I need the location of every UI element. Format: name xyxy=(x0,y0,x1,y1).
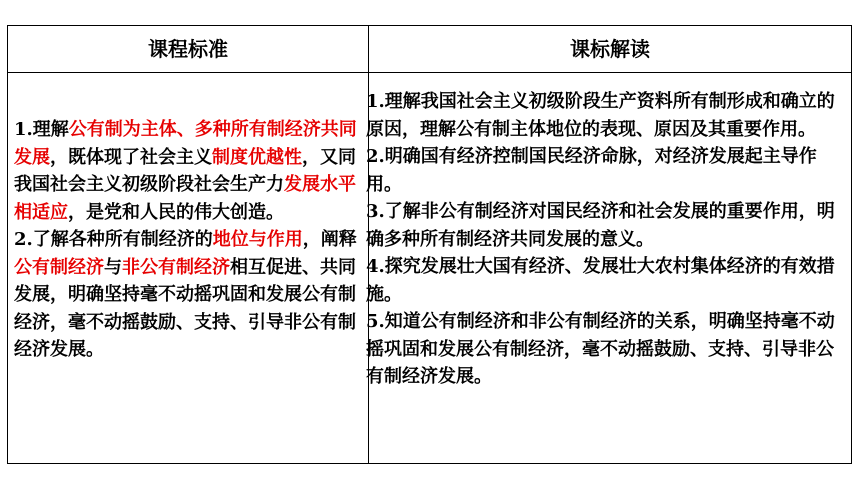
standard-1-highlight: 发展水平相适应 xyxy=(14,174,356,223)
interpretation-cell xyxy=(366,88,844,391)
interpretation-item-3: 3.了解非公有制经济对国民经济和社会发展的重要作用，明确多种所有制经济共同发展的意义。 xyxy=(366,201,835,250)
standard-1-seg: 1.理解 xyxy=(14,119,69,140)
interpretation-item-2: 2.明确国有经济控制国民经济命脉，对经济发展起主导作用。 xyxy=(366,146,817,195)
standard-2-highlight: 公有制经济 xyxy=(14,256,104,278)
standard-item-1 xyxy=(14,116,364,226)
standard-2-seg: 相互促进、共同发展，明确坚持毫不动摇巩固和发展公有制经济，毫不动摇鼓励、支持、引导非公有制经济发展。 xyxy=(14,256,356,360)
standard-2-highlight: 非公有制经济 xyxy=(122,256,230,278)
header-divider xyxy=(8,72,851,73)
curriculum-table xyxy=(7,25,852,464)
header-standard-interpretation: 课标解读 xyxy=(570,37,650,61)
standard-1-seg: ，既体现了社会主义 xyxy=(50,146,212,168)
standard-1-seg: ，又同我国社会主义初级阶段社会生产力 xyxy=(14,146,356,195)
interpretation-item-4: 4.探究发展壮大国有经济、发展壮大农村集体经济的有效措施。 xyxy=(366,256,835,305)
standard-2-seg: 与 xyxy=(104,256,122,278)
standard-item-2 xyxy=(14,226,364,364)
standard-1-highlight: 公有制为主体、多种所有制经济共同发展 xyxy=(14,119,357,168)
interpretation-item-5: 5.知道公有制经济和非公有制经济的关系，明确坚持毫不动摇巩固和发展公有制经济，毫不动摇鼓励、支持、引导非公有制经济发展。 xyxy=(366,311,835,387)
standard-1-seg: ，是党和人民的伟大创造。 xyxy=(68,201,284,223)
standard-2-seg: 2.了解各种所有制经济的 xyxy=(14,229,213,250)
standard-cell xyxy=(14,116,364,364)
standard-2-seg: ，阐释 xyxy=(302,229,357,250)
standard-1-highlight: 制度优越性 xyxy=(212,146,302,168)
interpretation-item-1: 1.理解我国社会主义初级阶段生产资料所有制形成和确立的原因，理解公有制主体地位的表现、原因及其重要作用。 xyxy=(366,91,835,140)
header-curriculum-standard: 课程标准 xyxy=(148,37,228,61)
standard-2-highlight: 地位与作用 xyxy=(212,229,303,250)
